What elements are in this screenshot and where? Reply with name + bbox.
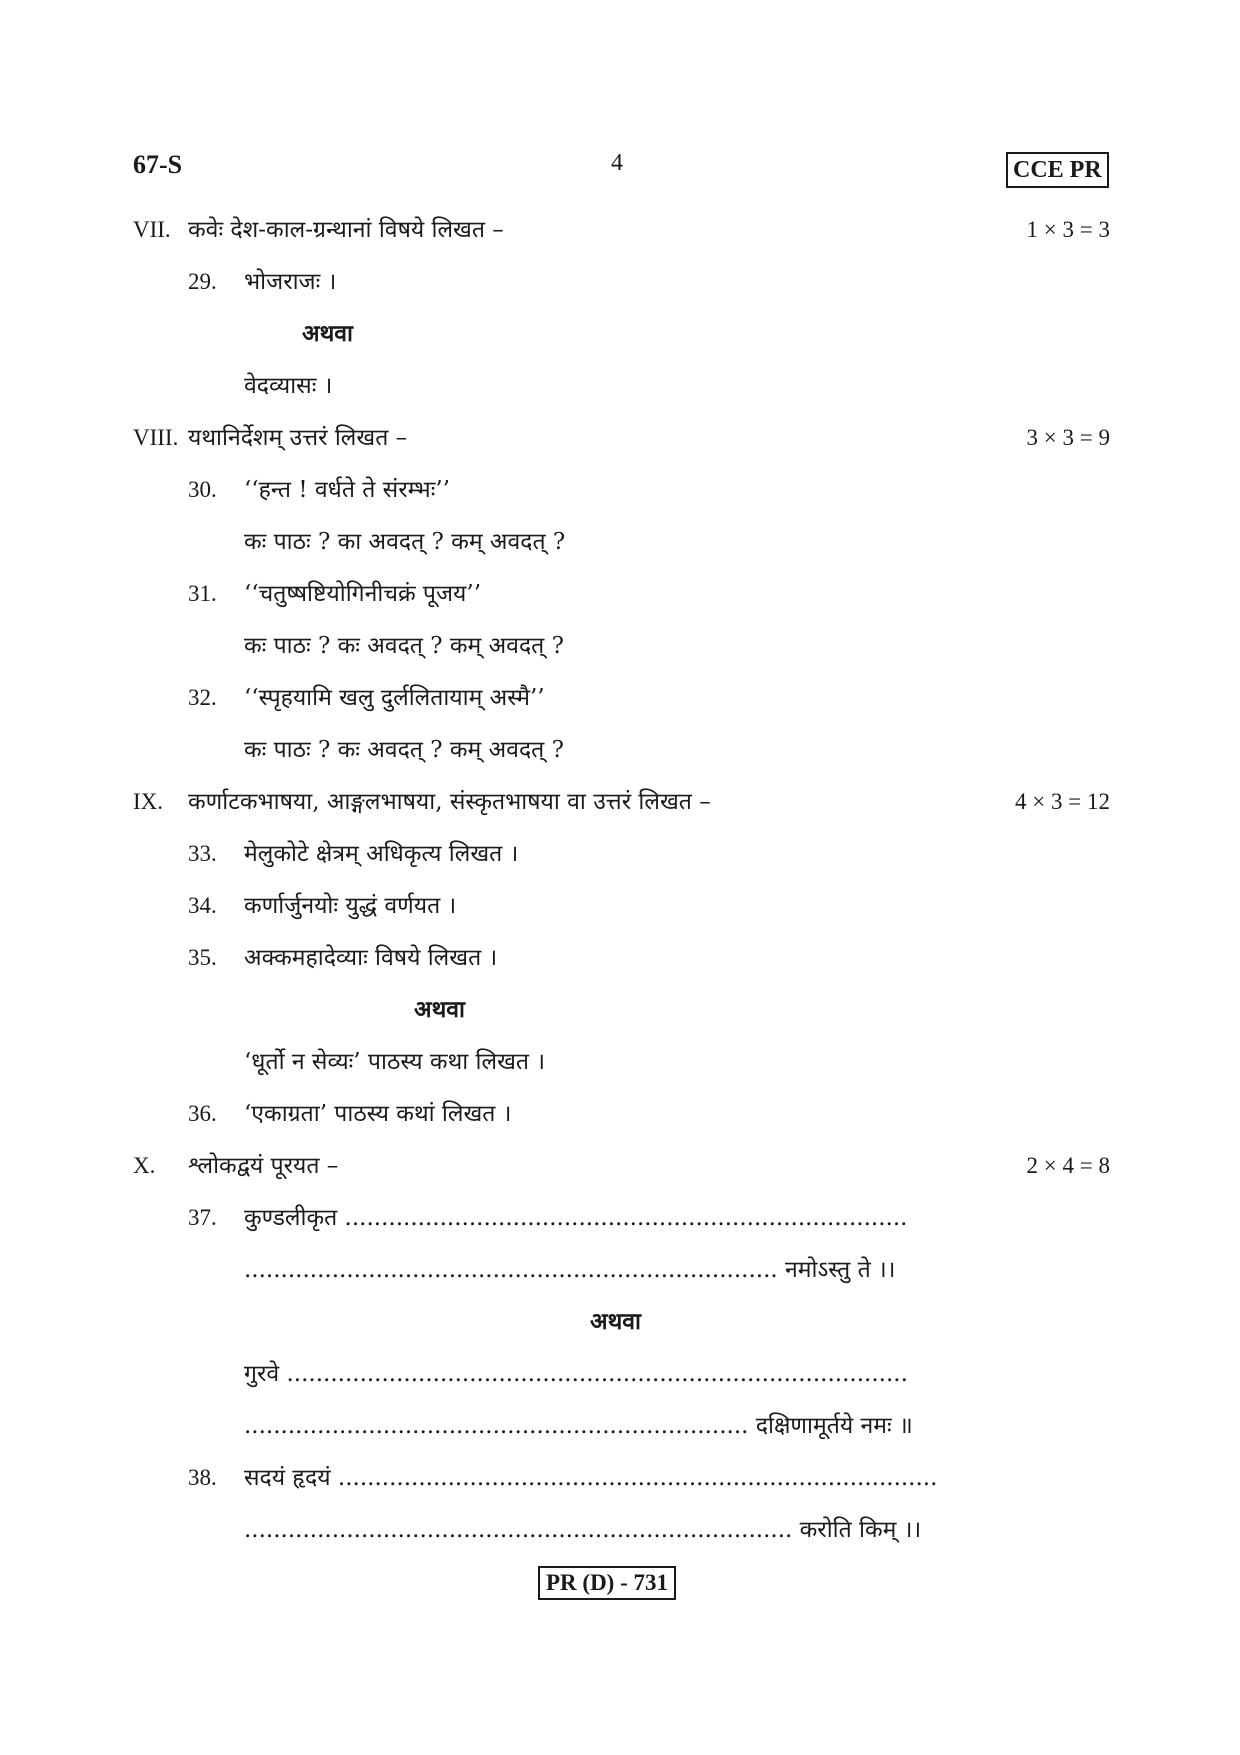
- section-title: श्लोकद्वयं पूरयत –: [188, 1153, 339, 1179]
- or-separator: [0, 1302, 1240, 1342]
- question-38: [0, 1458, 1240, 1498]
- question-text: ‘एकाग्रता’ पाठस्य कथां लिखत ।: [244, 1101, 512, 1127]
- verse-line: ........................................................................... करोति किम् ।।: [244, 1517, 922, 1543]
- question-number: 35.: [188, 945, 217, 970]
- question-30-sub: [0, 522, 1240, 562]
- question-37-line-2: [0, 1250, 1240, 1290]
- question-number: 30.: [188, 477, 217, 502]
- question-33: [0, 834, 1240, 874]
- question-34: [0, 886, 1240, 926]
- section-x: [0, 1146, 1240, 1186]
- verse-line: गुरवे .....................................................................................: [244, 1361, 908, 1387]
- question-31: [0, 574, 1240, 614]
- verse-line: ..................................................................... दक्षिणामूर्तये नमः ॥: [244, 1413, 913, 1439]
- question-29-alternative: [0, 366, 1240, 406]
- question-31-sub: [0, 626, 1240, 666]
- section-viii: [0, 418, 1240, 458]
- question-quote: ‘‘हन्त ! वर्धते ते संरम्भः’’: [244, 477, 450, 503]
- question-subparts: कः पाठः ? कः अवदत् ? कम् अवदत् ?: [244, 737, 564, 763]
- question-quote: ‘‘चतुष्षष्टियोगिनीचक्रं पूजय’’: [244, 581, 482, 607]
- or-separator: [0, 314, 1240, 354]
- question-subparts: कः पाठः ? का अवदत् ? कम् अवदत् ?: [244, 529, 566, 555]
- question-number: 32.: [188, 685, 217, 710]
- question-text: अक्कमहादेव्याः विषये लिखत ।: [244, 945, 498, 971]
- question-37-alternative-line-2: [0, 1406, 1240, 1446]
- or-label: अथवा: [590, 1308, 642, 1335]
- or-label: अथवा: [414, 996, 466, 1023]
- question-38-line-2: [0, 1510, 1240, 1550]
- question-text: वेदव्यासः ।: [244, 373, 333, 399]
- question-32-sub: [0, 730, 1240, 770]
- question-text: कर्णार्जुनयोः युद्धं वर्णयत ।: [244, 893, 457, 919]
- question-number: 31.: [188, 581, 217, 606]
- verse-line: सदयं हृदयं ..................................................................................: [244, 1465, 938, 1491]
- question-number: 36.: [188, 1101, 217, 1126]
- question-text: ‘धूर्तो न सेव्यः’ पाठस्य कथा लिखत ।: [244, 1049, 546, 1075]
- question-35: [0, 938, 1240, 978]
- or-separator: [0, 990, 1240, 1030]
- question-32: [0, 678, 1240, 718]
- section-ix: [0, 782, 1240, 822]
- question-35-alternative: [0, 1042, 1240, 1082]
- section-number: IX.: [133, 789, 164, 814]
- section-marks: 4 × 3 = 12: [1015, 789, 1110, 814]
- footer-code: PR (D) - 731: [538, 1566, 676, 1600]
- question-number: 29.: [188, 269, 217, 294]
- paper-code: 67-S: [133, 150, 183, 179]
- question-29: [0, 262, 1240, 302]
- question-30: [0, 470, 1240, 510]
- verse-line: ......................................................................... नमोऽस्तु ते ।।: [244, 1257, 896, 1283]
- question-text: भोजराजः ।: [244, 269, 337, 295]
- question-36: [0, 1094, 1240, 1134]
- section-marks: 3 × 3 = 9: [1026, 425, 1110, 450]
- question-number: 34.: [188, 893, 217, 918]
- section-marks: 1 × 3 = 3: [1026, 217, 1110, 242]
- question-number: 33.: [188, 841, 217, 866]
- section-title: कर्णाटकभाषया, आङ्गलभाषया, संस्कृतभाषया वा उत्तरं लिखत –: [188, 789, 711, 815]
- section-number: VII.: [133, 217, 171, 242]
- section-number: X.: [133, 1153, 156, 1178]
- exam-badge: CCE PR: [1006, 152, 1109, 188]
- section-number: VIII.: [133, 425, 179, 450]
- or-label: अथवा: [302, 320, 354, 347]
- question-37: [0, 1198, 1240, 1238]
- section-title: कवेः देश-काल-ग्रन्थानां विषये लिखत –: [188, 217, 504, 243]
- section-marks: 2 × 4 = 8: [1026, 1153, 1110, 1178]
- verse-line: कुण्डलीकृत .............................................................................: [244, 1205, 908, 1231]
- question-subparts: कः पाठः ? कः अवदत् ? कम् अवदत् ?: [244, 633, 564, 659]
- question-number: 38.: [188, 1465, 217, 1490]
- question-37-alternative: [0, 1354, 1240, 1394]
- section-title: यथानिर्देशम् उत्तरं लिखत –: [188, 425, 408, 451]
- question-text: मेलुकोटे क्षेत्रम् अधिकृत्य लिखत ।: [244, 841, 519, 867]
- question-quote: ‘‘स्पृहयामि खलु दुर्ललितायाम् अस्मै’’: [244, 685, 545, 711]
- page-number: 4: [611, 150, 623, 176]
- question-number: 37.: [188, 1205, 217, 1230]
- section-vii: [0, 210, 1240, 250]
